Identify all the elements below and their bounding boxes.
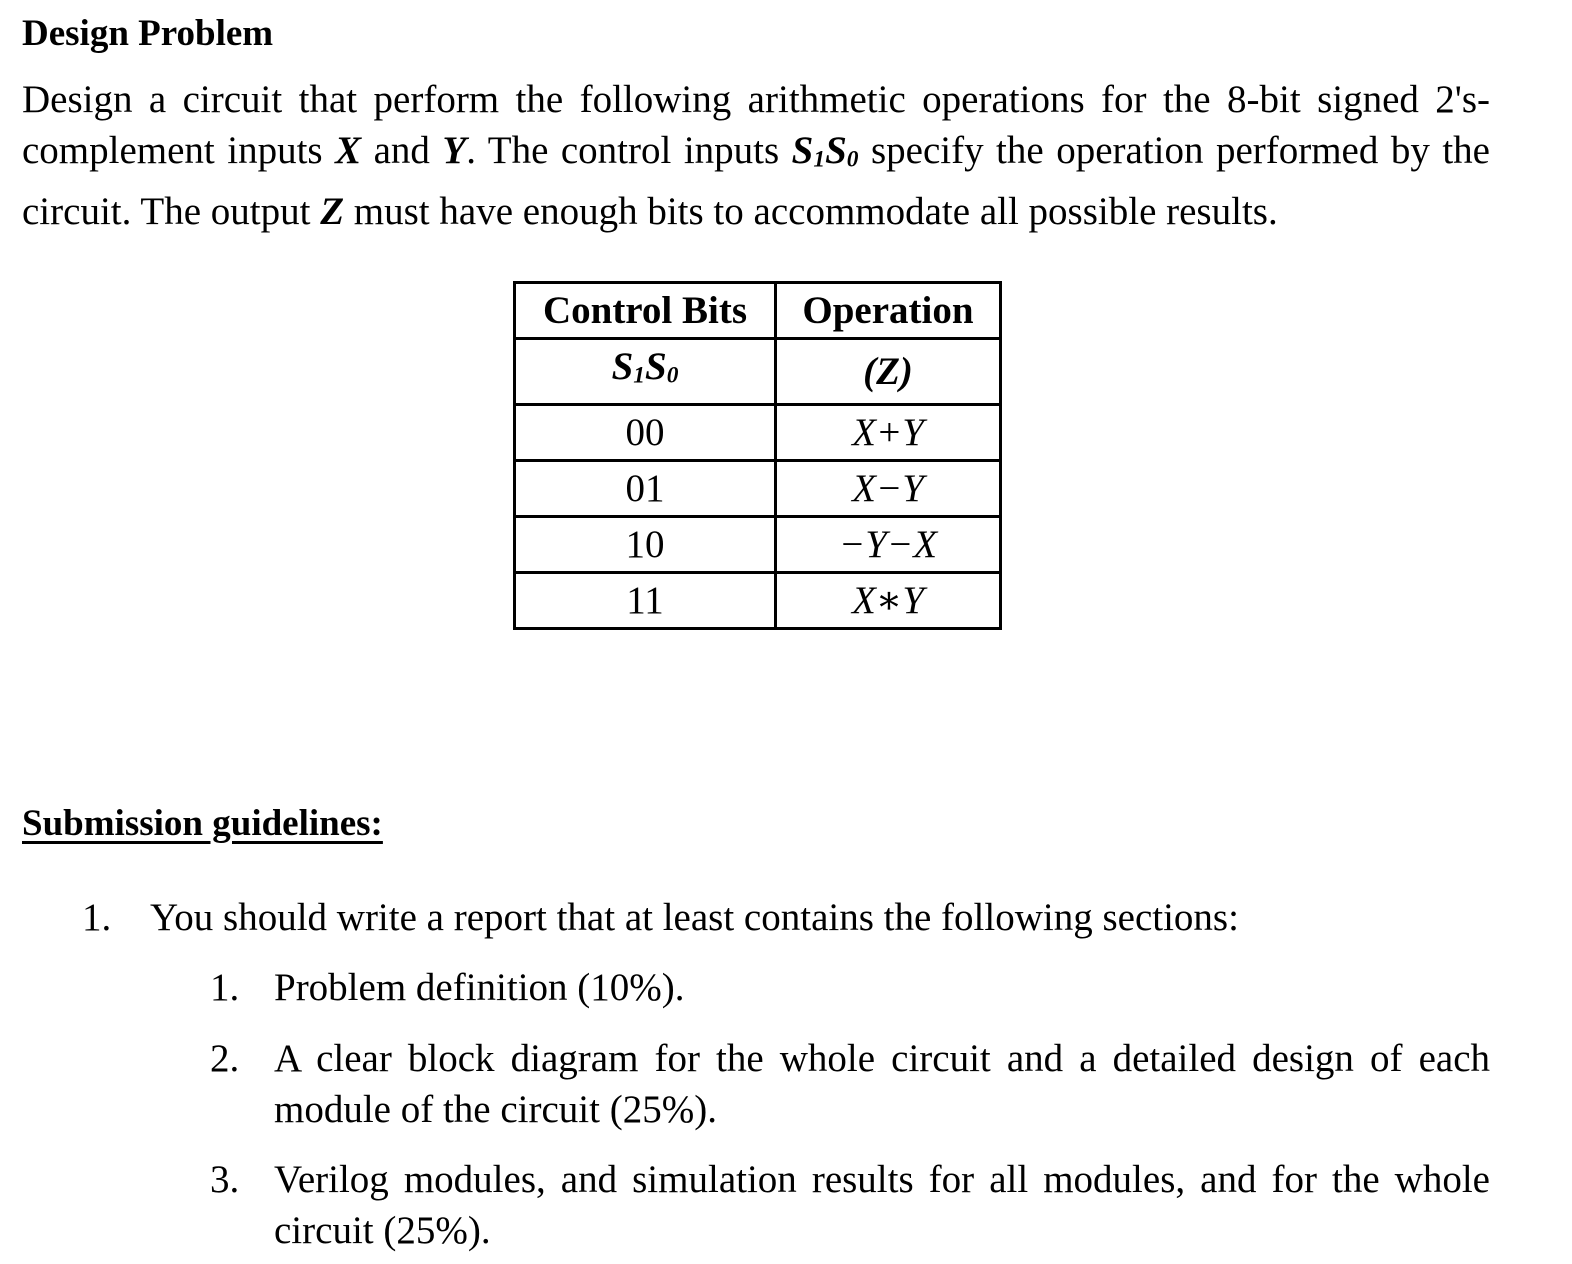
row-bits: 10 [515,516,776,572]
sub-list-text: Problem definition (10%). [274,966,685,1009]
table-row [515,516,1001,572]
list-number: 1. [82,896,112,939]
row-bits: 00 [515,404,776,460]
problem-statement [22,74,1490,237]
intro-text-3: . The control inputs [466,129,792,172]
intro-text-2: and [361,129,443,172]
var-y: Y [442,129,467,172]
document-page [22,10,1492,1252]
operation-table [513,281,1002,630]
row-op: X+Y [776,404,1001,460]
subheader-z: (Z) [776,339,1001,405]
table-row [515,460,1001,516]
submission-guidelines-title: Submission guidelines: [22,803,383,844]
var-x: X [335,129,362,172]
sub-list-number: 1. [210,966,240,1009]
row-op: X−Y [776,460,1001,516]
table-header-row [515,283,1001,339]
row-bits: 01 [515,460,776,516]
table-row [515,404,1001,460]
var-z: Z [320,189,345,233]
table-row [515,572,1001,628]
header-operation: Operation [776,283,1001,339]
sub-list-number: 3. [210,1158,240,1201]
page-title: Design Problem [22,13,274,54]
intro-text-1: Design a circuit that perform the following arithmetic operations for the 8-bit signed 2's-complement inputs [22,78,1490,172]
var-s1: S1 [791,129,826,173]
row-op: −Y−X [776,516,1001,572]
sub-list-number: 2. [210,1037,240,1080]
sub-list-text: A clear block diagram for the whole circuit and a detailed design of each module of the circuit (25%). [274,1037,1490,1131]
subheader-s1s0: S1S0 [515,339,776,405]
row-bits: 11 [515,572,776,628]
header-control-bits: Control Bits [515,283,776,339]
intro-text-4: specify the operation performed by the circuit. The output [22,129,1490,233]
var-s0: S0 [825,129,859,173]
row-op: X∗Y [776,572,1001,628]
list-item-text: You should write a report that at least contains the following sections: [150,896,1239,939]
table-subheader-row [515,339,1001,405]
sub-list-text: Verilog modules, and simulation results for all modules, and for the whole circuit (25%). [274,1158,1490,1252]
intro-text-5: must have enough bits to accommodate all possible results. [344,189,1278,233]
